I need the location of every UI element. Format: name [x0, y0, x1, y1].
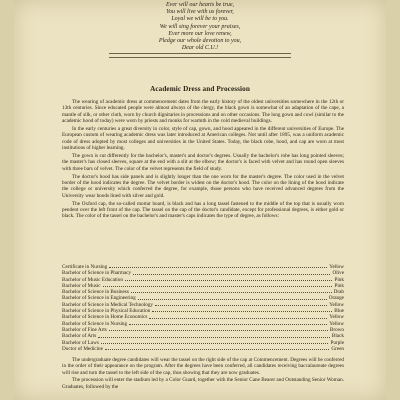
leader-dots [101, 340, 329, 344]
leader-dots [109, 264, 327, 268]
degree-name: Bachelor of Science in Engineering [62, 295, 136, 302]
paragraph: In the early centuries a great diversity in color, style of cap, gown, and hood appeared in the different universities of Europe. The European custom of wearing academic dress was later introduced at American colleges. Not until after 1895, was a uniform academic code of dress adopted by most colleges and universities in the United States. Today, the black robe, hood, and cap are worn at most institutions of higher learning. [62, 125, 344, 151]
degree-name: Bachelor of Science in Pharmacy [62, 270, 132, 277]
degree-tassel-list [62, 264, 344, 352]
verse-line: Ever more our love renew, [168, 30, 232, 37]
leader-dots [103, 283, 333, 287]
degree-row [62, 346, 344, 352]
leader-dots [152, 308, 332, 312]
paragraph: The undergraduate degree candidates will wear the tassel on the right side of the cap at Commencement. Degrees will be conferred in the order of their appearance on the program. After the degrees have been conferred, all candidates receiving baccalaureate degrees will rise and turn the tassel to the left side of the cap, thus showing that they are now graduates. [62, 357, 344, 376]
tassel-color: Yellow [329, 264, 344, 270]
degree-name: Bachelor of Science in Home Economics [62, 314, 148, 321]
leader-dots [149, 314, 327, 318]
tassel-color: Pink [334, 282, 344, 289]
leader-dots [129, 321, 327, 325]
tassel-color: Drab [333, 289, 344, 296]
degree-name: Bachelor of Fine Arts [62, 326, 107, 333]
tassel-color: Pink [334, 276, 344, 283]
paragraph: The procession will enter the stadium led by a Color Guard, together with the Senior Cane Bearer and Outstanding Senior Woman. Graduates, followed by the [62, 377, 344, 390]
leader-dots [125, 277, 333, 281]
divider-rule [109, 57, 291, 58]
leader-dots [133, 270, 330, 274]
degree-name: Doctor of Medicine [62, 345, 103, 352]
section-body [62, 99, 344, 221]
alma-mater-verse [14, 2, 386, 52]
verse-line: Ever will our hearts be true, [166, 2, 234, 8]
degree-name: Bachelor of Music [62, 282, 101, 289]
verse-line: We will sing forever your praises, [159, 23, 241, 30]
leader-dots [98, 333, 330, 337]
verse-line: Dear old C.U.! [181, 45, 219, 52]
leader-dots [105, 346, 329, 350]
leader-dots [138, 295, 327, 299]
leader-dots [109, 327, 328, 331]
section-body-continued [62, 357, 344, 392]
degree-name: Bachelor of Arts [62, 333, 97, 340]
tassel-color: Orange [328, 295, 344, 302]
tassel-color: Purple [330, 339, 344, 346]
tassel-color: Olive [332, 270, 344, 277]
degree-name: Bachelor of Science in Medical Technology [62, 301, 154, 308]
degree-name: Bachelor of Science in Nursing [62, 320, 128, 327]
verse-line: You will live with us forever, [166, 9, 234, 16]
tassel-color: Yellow [329, 314, 344, 321]
paragraph: The Oxford cap, the so-called mortar board, is black and has a long tassel fastened to the middle of the top that is usually worn pendent over the left front of the cap. The tassel on the cap of the doctor's candidate, except for professional degrees, is either gold or black. The color of the tassel on the bachelor's and master's caps indicates the type of degree, as follows: [62, 200, 344, 220]
degree-name: Bachelor of Music Education [62, 276, 123, 283]
divider-rule [109, 53, 291, 54]
program-page [14, 0, 386, 400]
degree-name: Bachelor of Science in Business [62, 289, 129, 296]
tassel-color: Brown [329, 326, 344, 333]
tassel-color: Green [331, 345, 344, 352]
tassel-color: Black [331, 333, 344, 340]
leader-dots [131, 289, 332, 293]
paragraph: The gown is cut differently for the bachelor's, master's and doctor's degrees. Usually the bachelor's robe has long pointed sleeves; the master's has closed sleeves, square at the end with a slit at the elbow; the doctor's is faced with velvet and has round open sleeves with three bars of velvet. The color of the velvet represents the field of study. [62, 152, 344, 172]
tassel-color: Blue [334, 308, 344, 315]
verse-line: Loyal we will be to you. [171, 16, 229, 23]
degree-name: Certificate in Nursing [62, 264, 108, 270]
paragraph: The doctor's hood has side panels and is slightly longer than the one worn for the master's degree. The color used in the velvet border of the hood indicates the degree. The velvet border is widest on the doctor's hood. The color on the lining of the hood indicate the college or university which conferred the degree, for example, those persons who have received advanced degrees from the University wear hoods lined with silver and gold. [62, 173, 344, 199]
section-title: Academic Dress and Procession [150, 85, 250, 93]
tassel-color: Yellow [329, 320, 344, 327]
leader-dots [155, 302, 327, 306]
degree-name: Bachelor of Laws [62, 339, 99, 346]
tassel-color: Yellow [329, 301, 344, 308]
verse-line: Pledge our whole devotion to you, [158, 38, 242, 45]
paragraph: The wearing of academic dress at commencement dates from the early history of the oldest universities somewhere in the 12th or 13th centuries. Since educated people were almost always of the clergy, the black gown is somewhat of an adaptation of the cape, a mantle of silk, or other cloth, worn by church dignitaries in processions and on other occasions. The long gown and cowl (similar to the academic hood of today) were worn by priests and monks for warmth in the cold medieval buildings. [62, 99, 344, 125]
degree-name: Bachelor of Science in Physical Education [62, 308, 151, 315]
